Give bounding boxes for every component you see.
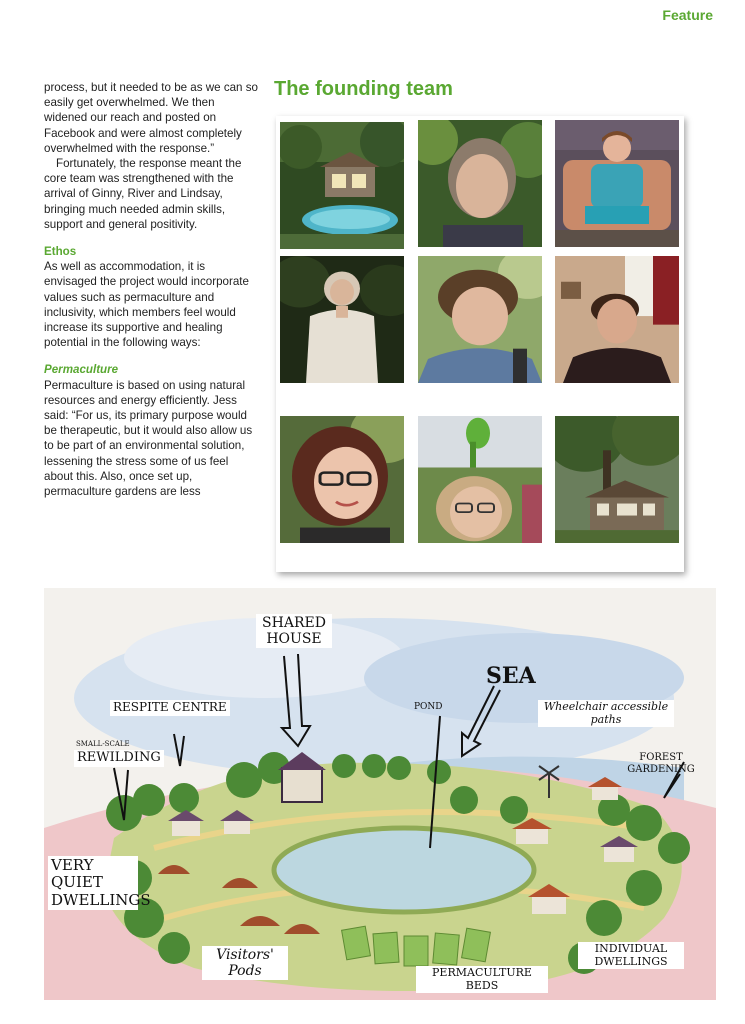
- ethos-paragraph: As well as accommodation, it is envisaged the project would incorporate values such as permaculture and inclusivity, which members feel would increase its supportive and healing potential in the following ways:: [44, 260, 249, 350]
- photo-woman-seated: [555, 120, 679, 247]
- label-permaculture-beds: PERMACULTURE BEDS: [416, 966, 548, 993]
- photo-cabin-under-tree: [555, 416, 679, 543]
- ethos-heading: Ethos: [44, 245, 77, 259]
- permaculture-paragraph: Permaculture is based on using natural resources and energy efficiently. Jess said: “For us, its primary purpose would be therapeutic, but it would also allow us to be part of an environmental solution, lessening the stress some of us feel about this. Also, once set up, permaculture gardens are less: [44, 378, 253, 499]
- label-shared-house: SHARED HOUSE: [256, 614, 332, 648]
- photo-woman-selfie: [418, 256, 542, 383]
- label-wheelchair-paths: Wheelchair accessible paths: [538, 700, 674, 727]
- founding-team-photo-grid: [276, 116, 684, 572]
- feature-section-tag: Feature: [662, 7, 713, 23]
- site-plan-illustration: [44, 588, 716, 1000]
- label-visitors-pods: Visitors' Pods: [202, 946, 288, 980]
- label-forest-gardening: FOREST GARDENING: [627, 752, 695, 775]
- label-sea: SEA: [486, 663, 536, 689]
- label-very-quiet-dwellings: VERY QUIET DWELLINGS: [48, 856, 138, 910]
- photo-woman-parrot: [418, 416, 542, 543]
- article-paragraph: Fortunately, the response meant the core team was strengthened with the arrival of Ginny, River and Lindsay, bringing much needed admin skills, support and general positivity.: [44, 157, 242, 231]
- photo-woman-outdoors: [418, 120, 542, 247]
- label-individual-dwellings: INDIVIDUAL DWELLINGS: [578, 942, 684, 969]
- photo-woman-glasses: [280, 416, 404, 543]
- article-paragraph: process, but it needed to be as we can so easily get overwhelmed. We then widened our reach and posted on Facebook and were almost completely overwhelmed with the response.”: [44, 81, 258, 155]
- founding-team-title: The founding team: [274, 78, 453, 100]
- photo-eco-house: [280, 122, 404, 249]
- label-respite-centre: RESPITE CENTRE: [110, 700, 230, 716]
- article-left-column: [44, 80, 258, 499]
- label-rewilding: REWILDING: [74, 750, 164, 767]
- label-pond: POND: [414, 702, 443, 712]
- label-small-scale: SMALL-SCALE: [76, 740, 130, 748]
- photo-man-indoors: [555, 256, 679, 383]
- site-plan-drawing: [44, 588, 716, 1000]
- photo-woman-white-shirt: [280, 256, 404, 383]
- permaculture-heading: Permaculture: [44, 363, 119, 377]
